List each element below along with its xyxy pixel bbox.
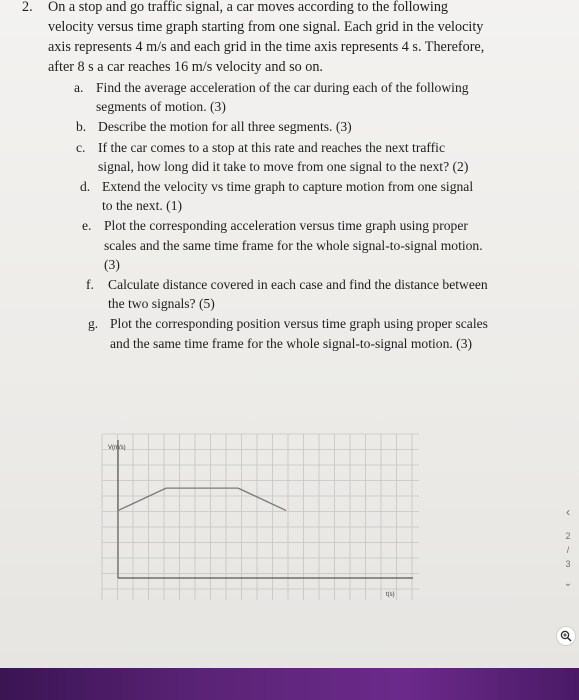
- x-axis-label: t(s): [386, 592, 395, 598]
- part-line: segments of motion. (3): [96, 99, 226, 115]
- question-line: velocity versus time graph starting from one signal. Each grid in the velocity: [48, 19, 484, 35]
- part-line: scales and the same time frame for the whole signal-to-signal motion.: [104, 237, 483, 253]
- velocity-time-graph-svg: [98, 432, 423, 602]
- velocity-segment: [118, 488, 166, 510]
- question-line: axis represents 4 m/s and each grid in the time axis represents 4 s. Therefore,: [48, 39, 485, 55]
- part-line: (3): [104, 256, 120, 272]
- page-total: 3: [565, 559, 571, 569]
- part-label: e.: [82, 218, 92, 234]
- y-axis-label: V(m/s): [108, 445, 126, 451]
- question-line: after 8 s a car reaches 16 m/s velocity and so on.: [48, 59, 323, 75]
- part-line: Extend the velocity vs time graph to capture motion from one signal: [102, 179, 474, 195]
- part-line: Calculate distance covered in each case and find the distance between: [108, 277, 488, 293]
- part-line: If the car comes to a stop at this rate and reaches the next traffic: [98, 139, 445, 155]
- question-line: On a stop and go traffic signal, a car moves according to the following: [48, 0, 449, 15]
- part-label: g.: [88, 316, 99, 332]
- part-line: signal, how long did it take to move from one signal to the next? (2): [98, 158, 469, 174]
- question-number: 2.: [22, 0, 33, 15]
- part-line: Describe the motion for all three segments. (3): [98, 119, 352, 135]
- part-line: Plot the corresponding position versus time graph using proper scales: [110, 316, 488, 332]
- page-indicator: [560, 505, 576, 591]
- chevron-left-icon[interactable]: ‹: [566, 505, 570, 519]
- chevron-down-icon[interactable]: ⌄: [563, 578, 573, 589]
- page-separator: /: [566, 545, 570, 555]
- page-current: 2: [565, 531, 571, 541]
- bottom-bar: [0, 668, 579, 700]
- part-d: [80, 177, 550, 215]
- zoom-button[interactable]: [556, 626, 576, 646]
- part-label: a.: [74, 80, 84, 95]
- part-label: b.: [76, 119, 87, 135]
- part-line: Find the average acceleration of the car during each of the following: [96, 80, 469, 95]
- part-label: f.: [86, 277, 94, 293]
- part-line: and the same time frame for the whole signal-to-signal motion. (3): [110, 335, 473, 351]
- part-a: [74, 78, 544, 116]
- velocity-segment: [238, 488, 286, 510]
- question-parts: [74, 78, 544, 354]
- part-f: [86, 275, 556, 313]
- part-label: d.: [80, 179, 91, 195]
- part-line: to the next. (1): [102, 198, 183, 214]
- part-line: the two signals? (5): [108, 296, 215, 312]
- part-b: [76, 117, 546, 136]
- part-e: [82, 216, 552, 274]
- part-g: [88, 314, 558, 352]
- part-c: [76, 138, 546, 176]
- part-line: Plot the corresponding acceleration versus time graph using proper: [104, 218, 468, 234]
- part-label: c.: [76, 139, 86, 155]
- zoom-in-icon: [560, 630, 572, 642]
- question-text: [22, 0, 562, 77]
- velocity-time-graph: [98, 432, 423, 602]
